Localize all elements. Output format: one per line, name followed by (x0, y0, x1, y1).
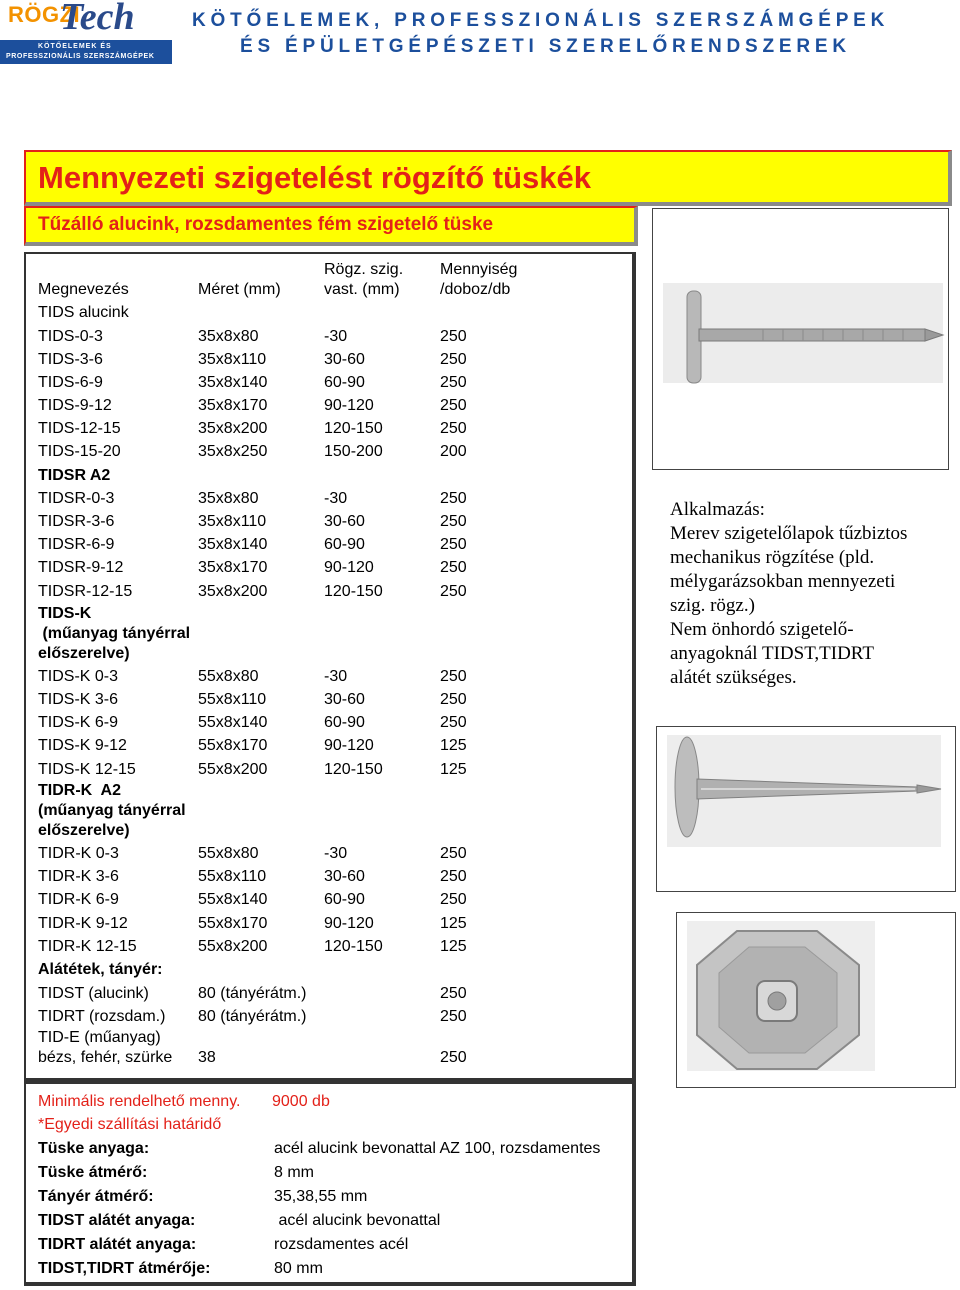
spec-label: TIDST,TIDRT átmérője: (38, 1260, 211, 1277)
cell-name: TIDR-K 9-12 (38, 915, 128, 932)
cell-size: 35x8x140 (198, 536, 268, 553)
cell-name: TIDR-K 3-6 (38, 868, 119, 885)
cell-size: 55x8x110 (198, 691, 267, 708)
cell-quantity: 250 (440, 536, 467, 553)
cell-size: 35x8x80 (198, 328, 259, 345)
cell-thickness: 30-60 (324, 868, 365, 885)
cell-thickness: 90-120 (324, 737, 374, 754)
cell-quantity: 250 (440, 845, 467, 862)
spec-value: acél alucink bevonattal AZ 100, rozsdamentes (274, 1140, 601, 1157)
cell-size: 35x8x140 (198, 374, 268, 391)
cell-quantity: 250 (440, 351, 467, 368)
spec-value: 80 mm (274, 1260, 323, 1277)
cell-quantity: 250 (440, 374, 467, 391)
cell-thickness: 30-60 (324, 351, 365, 368)
cell-size: 55x8x200 (198, 761, 268, 778)
cell-thickness: 120-150 (324, 583, 383, 600)
cell-name: TIDSR-0-3 (38, 490, 115, 507)
cell-name: TIDSR-12-15 (38, 583, 133, 600)
cell-size: 35x8x110 (198, 351, 267, 368)
cell-name-colors: bézs, fehér, szürke (38, 1049, 173, 1066)
cell-quantity: 250 (440, 420, 467, 437)
header-name: Megnevezés (38, 281, 129, 298)
cell-size: 38 (198, 1049, 216, 1066)
cell-quantity: 250 (440, 985, 467, 1002)
cell-size: 35x8x200 (198, 420, 268, 437)
group-heading-tidsk: TIDS-K (38, 605, 92, 622)
header-quantity-line1: Mennyiség (440, 261, 518, 278)
spec-value: rozsdamentes acél (274, 1236, 409, 1253)
cell-size: 55x8x140 (198, 891, 268, 908)
cell-size: 80 (tányérátm.) (198, 985, 307, 1002)
product-photo-anchor-with-metal-plate (652, 208, 949, 470)
cell-size: 35x8x200 (198, 583, 268, 600)
group-heading-tidrk: TIDR-K A2 (38, 782, 121, 799)
header-quantity-line2: /doboz/db (440, 281, 511, 298)
cell-name: TIDS-3-6 (38, 351, 103, 368)
spec-label: Tüske átmérő: (38, 1164, 148, 1181)
group-heading-tidrk-note: (műanyag tányérral (38, 802, 186, 819)
cell-thickness: -30 (324, 328, 348, 345)
cell-thickness: 30-60 (324, 691, 365, 708)
header-tagline-1: KÖTŐELEMEK, PROFESSZIONÁLIS SZERSZÁMGÉPEK (192, 10, 890, 31)
application-notes (670, 498, 907, 690)
cell-size: 35x8x170 (198, 559, 268, 576)
spec-label: Tányér átmérő: (38, 1188, 154, 1205)
group-heading-tidrk-note-2: előszerelve) (38, 822, 130, 839)
cell-quantity: 250 (440, 668, 467, 685)
cell-quantity: 250 (440, 868, 467, 885)
cell-thickness: 90-120 (324, 397, 374, 414)
cell-quantity: 250 (440, 513, 467, 530)
cell-quantity: 250 (440, 583, 467, 600)
cell-name: TIDR-K 6-9 (38, 891, 119, 908)
cell-size: 80 (tányérátm.) (198, 1008, 307, 1025)
cell-size: 55x8x170 (198, 915, 268, 932)
spec-value: acél alucink bevonattal (274, 1212, 441, 1229)
group-heading-tidsr: TIDSR A2 (38, 467, 111, 484)
cell-name: TIDS-K 3-6 (38, 691, 119, 708)
cell-name: TIDS-K 9-12 (38, 737, 127, 754)
application-line: Nem önhordó szigetelő- (670, 619, 854, 640)
cell-quantity: 250 (440, 559, 467, 576)
cell-thickness: 150-200 (324, 443, 383, 460)
group-heading-washers: Alátétek, tányér: (38, 961, 163, 978)
cell-quantity: 125 (440, 737, 467, 754)
logo-subtitle-2: PROFESSZIONÁLIS SZERSZÁMGÉPEK (6, 53, 155, 60)
group-heading-tidsk-note-2: előszerelve) (38, 645, 130, 662)
logo-subtitle-1: KÖTŐELEMEK ÉS (38, 43, 112, 50)
cell-name: TIDS-K 0-3 (38, 668, 119, 685)
special-delivery-note: *Egyedi szállítási határidő (38, 1116, 222, 1133)
cell-name: TIDS-9-12 (38, 397, 112, 414)
page-title: Mennyezeti szigetelést rögzítő tüskék (38, 160, 591, 195)
cell-size: 35x8x170 (198, 397, 268, 414)
min-order-label: Minimális rendelhető menny. (38, 1093, 241, 1110)
header-tagline-2: ÉS ÉPÜLETGÉPÉSZETI SZERELŐRENDSZEREK (240, 36, 851, 57)
cell-quantity: 250 (440, 714, 467, 731)
plastic-plate-pin-drawing (657, 727, 955, 891)
cell-size: 55x8x80 (198, 668, 259, 685)
cell-quantity: 250 (440, 490, 467, 507)
logo-brand-text: RÖGZI (8, 2, 81, 27)
cell-size: 55x8x80 (198, 845, 259, 862)
product-photo-washer (676, 912, 956, 1088)
header-size: Méret (mm) (198, 281, 281, 298)
cell-name: TIDS-15-20 (38, 443, 121, 460)
cell-thickness: 120-150 (324, 420, 383, 437)
cell-thickness: 120-150 (324, 761, 383, 778)
cell-size: 55x8x170 (198, 737, 268, 754)
cell-name: TIDS-6-9 (38, 374, 103, 391)
header-thickness-line2: vast. (mm) (324, 281, 400, 298)
spec-label: TIDST alátét anyaga: (38, 1212, 196, 1229)
cell-thickness: 90-120 (324, 559, 374, 576)
product-photo-anchor-with-plastic-plate (656, 726, 956, 892)
application-line: szig. rögz.) (670, 595, 755, 616)
cell-size: 55x8x200 (198, 938, 268, 955)
cell-name: TID-E (műanyag) (38, 1029, 161, 1046)
cell-quantity: 250 (440, 1008, 467, 1025)
application-line: mechanikus rögzítése (pld. (670, 547, 875, 568)
logo-tech-text: Tech (60, 0, 135, 38)
cell-name: TIDS-0-3 (38, 328, 103, 345)
cell-name: TIDSR-6-9 (38, 536, 115, 553)
cell-quantity: 200 (440, 443, 467, 460)
min-order-value: 9000 db (272, 1093, 330, 1110)
header-thickness-line1: Rögz. szig. (324, 261, 404, 278)
cell-size: 35x8x250 (198, 443, 268, 460)
company-logo (0, 0, 172, 64)
application-line: anyagoknál TIDST,TIDRT (670, 643, 874, 664)
cell-name: TIDRT (rozsdam.) (38, 1008, 166, 1025)
application-line: mélygarázsokban mennyezeti (670, 571, 896, 592)
cell-name: TIDR-K 0-3 (38, 845, 119, 862)
cell-name: TIDS-12-15 (38, 420, 121, 437)
anchor-pin-drawing (653, 209, 948, 469)
cell-thickness: 60-90 (324, 714, 365, 731)
cell-quantity: 250 (440, 691, 467, 708)
spec-label: Tüske anyaga: (38, 1140, 150, 1157)
group-heading-tids: TIDS alucink (38, 304, 129, 321)
order-info-box (24, 1082, 636, 1286)
cell-name: TIDS-K 6-9 (38, 714, 119, 731)
application-line: alátét szükséges. (670, 667, 797, 688)
cell-size: 35x8x110 (198, 513, 267, 530)
cell-thickness: -30 (324, 845, 348, 862)
application-heading: Alkalmazás: (670, 499, 765, 520)
cell-thickness: 30-60 (324, 513, 365, 530)
cell-thickness: 60-90 (324, 891, 365, 908)
cell-thickness: 90-120 (324, 915, 374, 932)
cell-quantity: 250 (440, 328, 467, 345)
cell-name: TIDS-K 12-15 (38, 761, 136, 778)
cell-quantity: 250 (440, 1049, 467, 1066)
cell-size: 35x8x80 (198, 490, 259, 507)
cell-quantity: 250 (440, 891, 467, 908)
group-heading-tidsk-note: (műanyag tányérral (38, 625, 191, 642)
cell-quantity: 125 (440, 938, 467, 955)
application-line: Merev szigetelőlapok tűzbiztos (670, 523, 908, 544)
cell-name: TIDR-K 12-15 (38, 938, 137, 955)
cell-thickness: 120-150 (324, 938, 383, 955)
page-subtitle: Tűzálló alucink, rozsdamentes fém szigetelő tüske (38, 214, 494, 235)
cell-quantity: 125 (440, 761, 467, 778)
cell-size: 55x8x140 (198, 714, 268, 731)
cell-size: 55x8x110 (198, 868, 267, 885)
cell-thickness: -30 (324, 668, 348, 685)
spec-value: 35,38,55 mm (274, 1188, 368, 1205)
spec-label: TIDRT alátét anyaga: (38, 1236, 197, 1253)
cell-quantity: 250 (440, 397, 467, 414)
cell-thickness: -30 (324, 490, 348, 507)
cell-name: TIDST (alucink) (38, 985, 149, 1002)
washer-drawing (677, 913, 955, 1087)
cell-thickness: 60-90 (324, 374, 365, 391)
cell-thickness: 60-90 (324, 536, 365, 553)
cell-name: TIDSR-9-12 (38, 559, 124, 576)
spec-value: 8 mm (274, 1164, 314, 1181)
cell-name: TIDSR-3-6 (38, 513, 115, 530)
cell-quantity: 125 (440, 915, 467, 932)
